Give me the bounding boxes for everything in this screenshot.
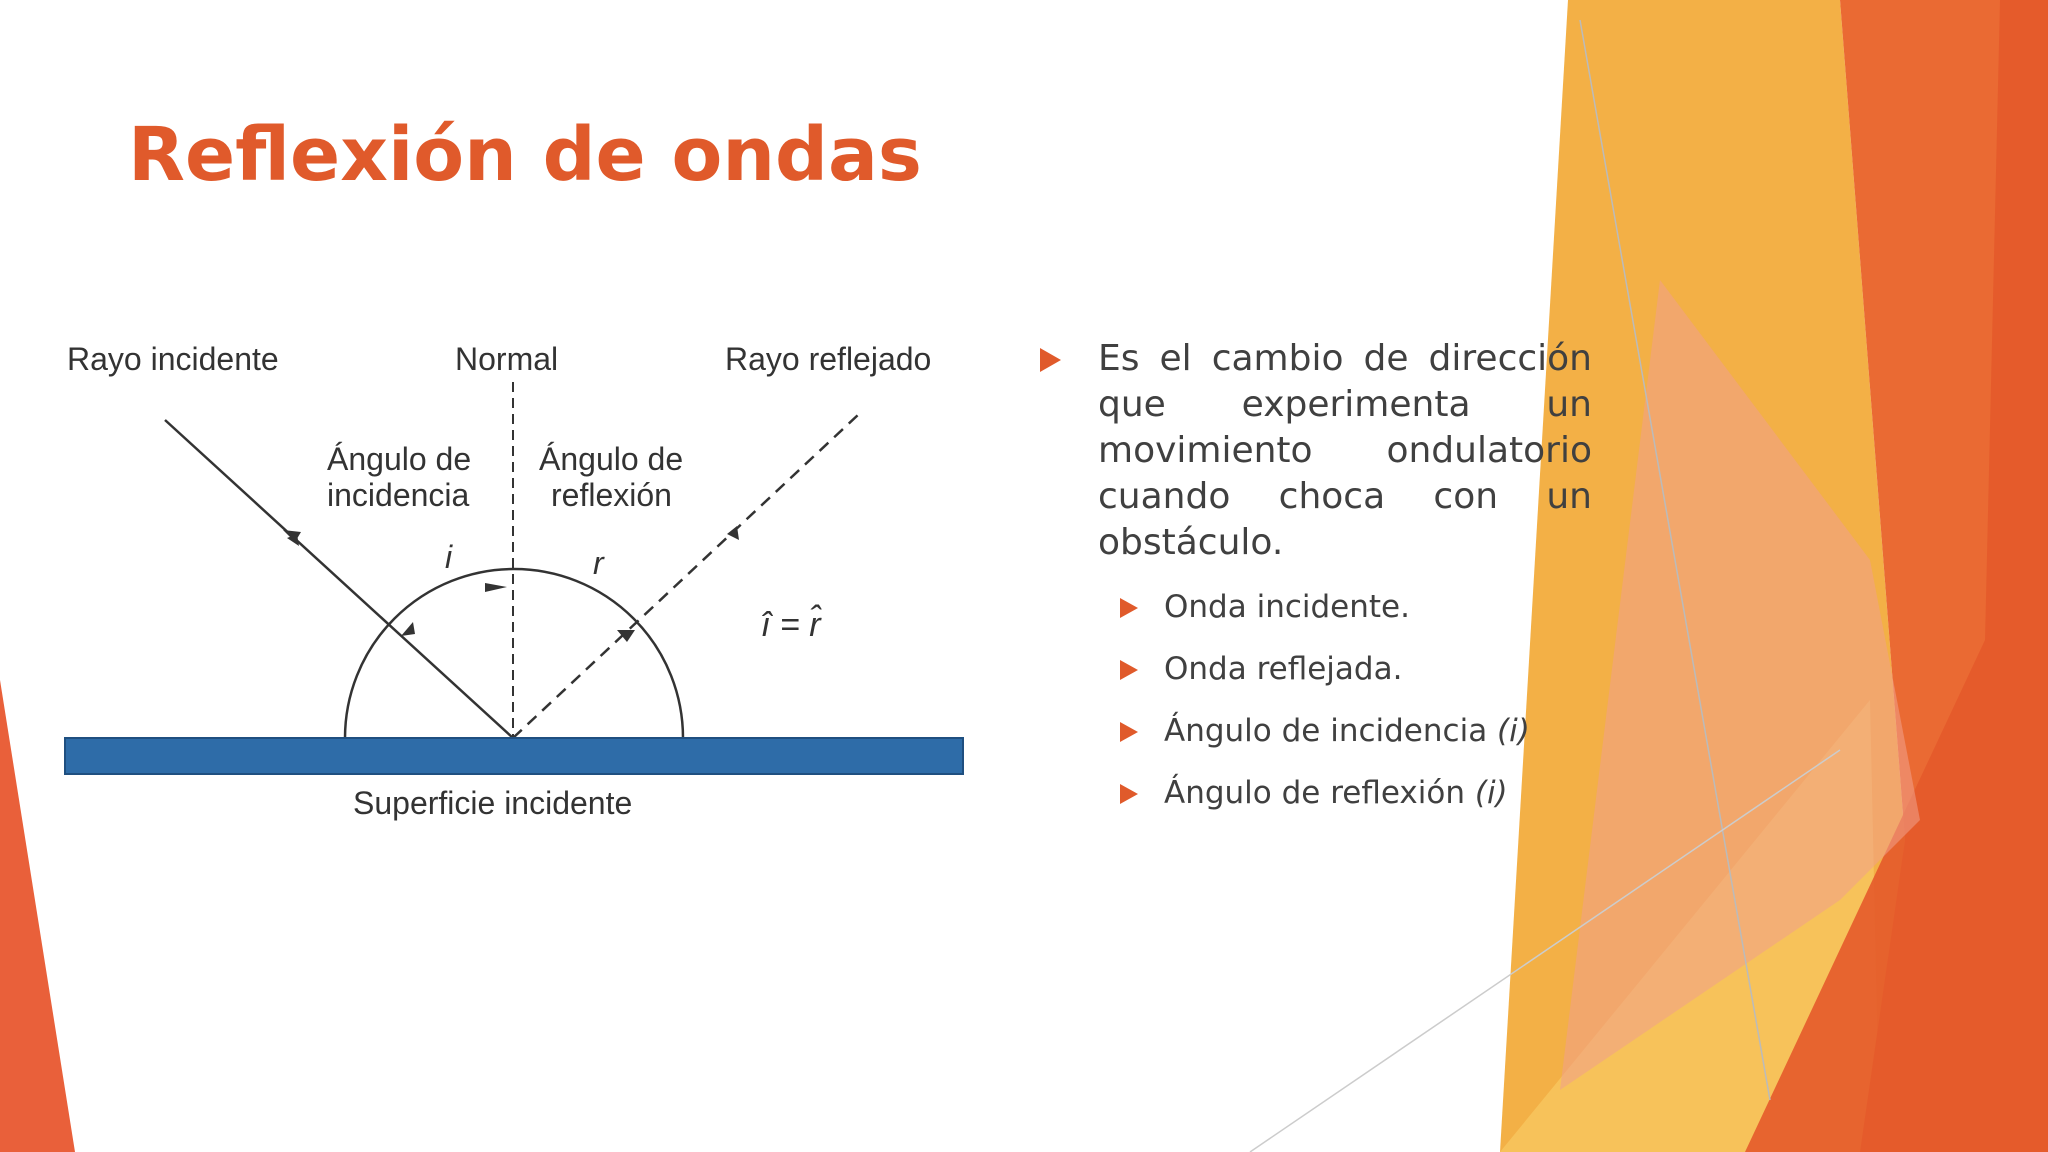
incident-surface bbox=[65, 738, 963, 774]
reflected-ray-arrowhead bbox=[727, 526, 739, 540]
label-surface: Superficie incidente bbox=[353, 785, 633, 821]
content-area bbox=[1030, 336, 1592, 832]
reflection-diagram bbox=[55, 330, 975, 840]
symbol-i: i bbox=[445, 539, 453, 575]
sub-bullet-suffix: (i) bbox=[1497, 713, 1530, 749]
label-normal: Normal bbox=[455, 341, 559, 377]
bullet-arrow-icon bbox=[1040, 348, 1061, 372]
bullet-arrow-icon bbox=[1120, 722, 1138, 742]
arc-arrow-right bbox=[617, 630, 635, 642]
sub-bullet-text: Onda reflejada. bbox=[1164, 651, 1403, 687]
main-bullet bbox=[1030, 336, 1592, 566]
arc-arrow-left bbox=[401, 622, 415, 636]
symbol-r: r bbox=[593, 545, 604, 581]
bullet-arrow-icon bbox=[1120, 660, 1138, 680]
sub-bullet-text: Onda incidente. bbox=[1164, 589, 1410, 625]
sub-bullet-item bbox=[1030, 770, 1592, 832]
label-reflected-ray: Rayo reflejado bbox=[725, 341, 932, 377]
arc-arrow-top bbox=[485, 583, 507, 592]
main-bullet-text: Es el cambio de dirección que experimenta un movimiento ondulatorio cuando choca con un obstáculo. bbox=[1098, 338, 1592, 563]
label-angle-incidence-1: Ángulo de bbox=[327, 441, 472, 477]
slide-title: Reflexión de ondas bbox=[128, 112, 922, 198]
sub-bullet-item bbox=[1030, 646, 1592, 708]
sub-bullet-text: Ángulo de incidencia bbox=[1164, 713, 1498, 749]
sub-bullet-list bbox=[1030, 584, 1592, 832]
label-angle-reflection-1: Ángulo de bbox=[539, 441, 684, 477]
sub-bullet-suffix: (i) bbox=[1474, 775, 1508, 811]
equation-i-equals-r: î = r̂ bbox=[761, 606, 821, 644]
bullet-arrow-icon bbox=[1120, 784, 1138, 804]
label-angle-incidence-2: incidencia bbox=[327, 477, 470, 513]
sub-bullet-text: Ángulo de reflexión bbox=[1164, 775, 1475, 811]
sub-bullet-item bbox=[1030, 584, 1592, 646]
label-incident-ray: Rayo incidente bbox=[67, 341, 279, 377]
bullet-arrow-icon bbox=[1120, 598, 1138, 618]
label-angle-reflection-2: reflexión bbox=[551, 477, 672, 513]
sub-bullet-item bbox=[1030, 708, 1592, 770]
